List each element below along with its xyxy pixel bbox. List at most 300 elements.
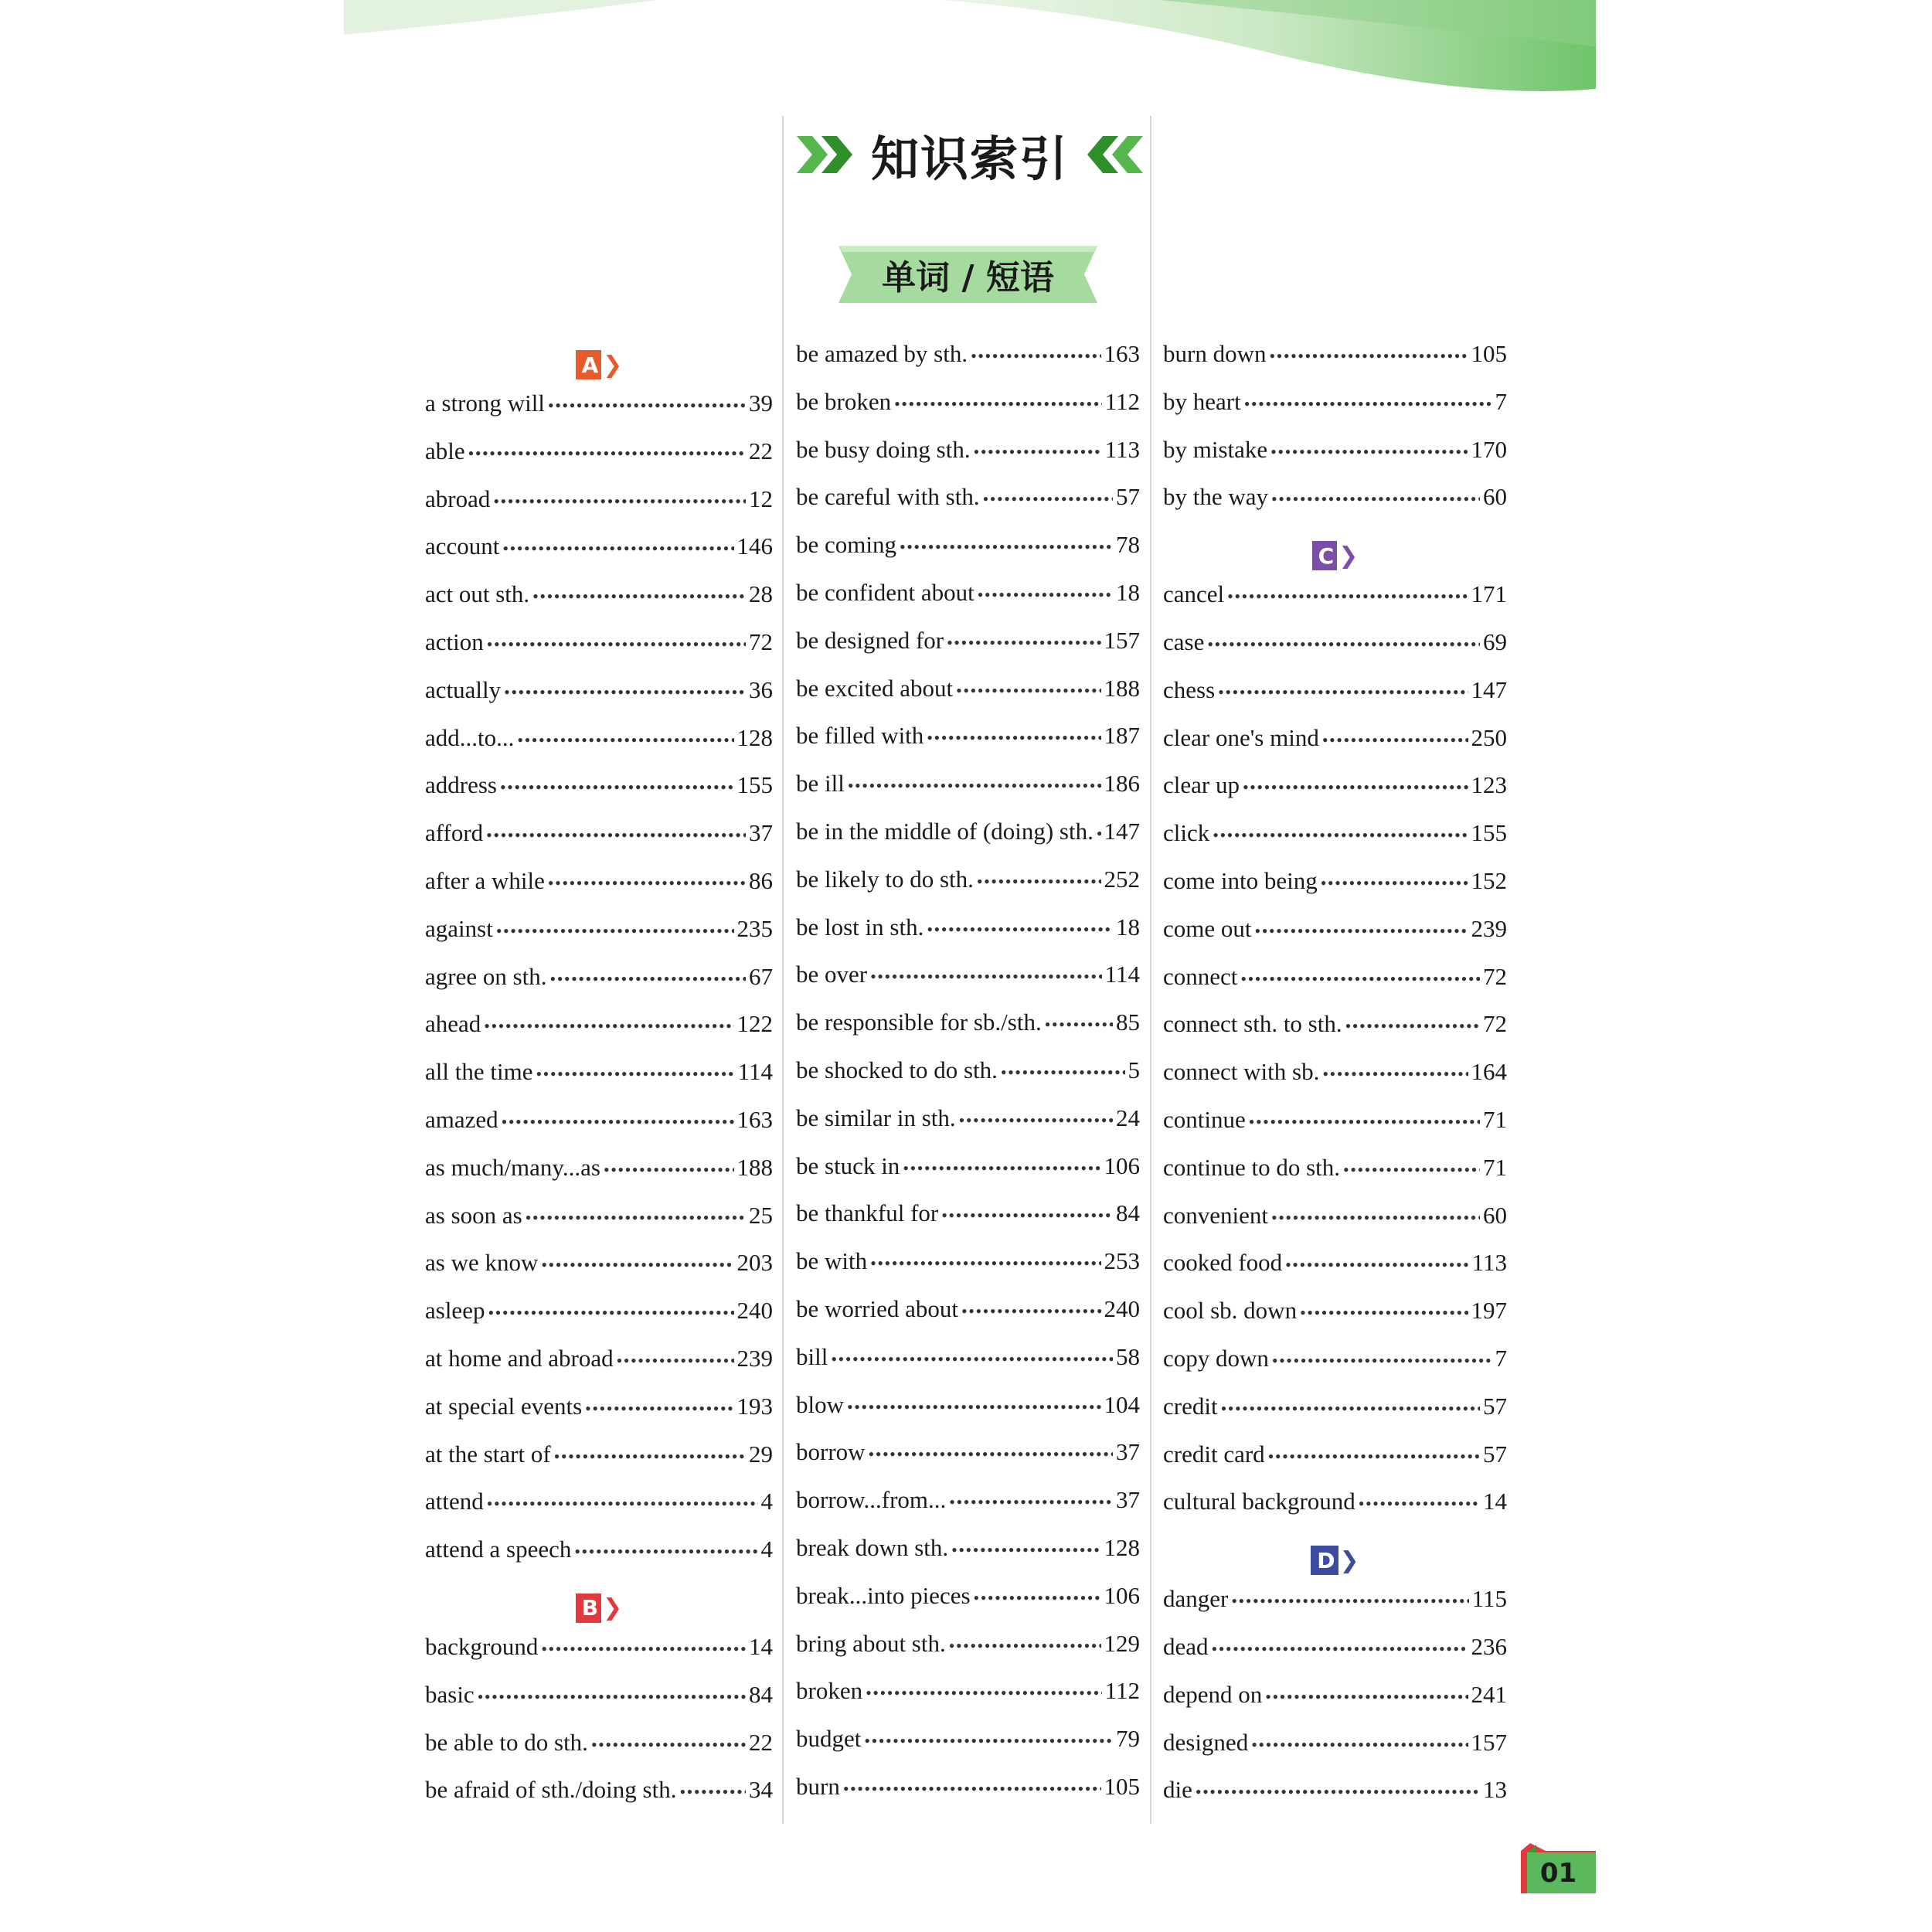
entry-term: add...to... xyxy=(425,723,515,751)
dot-leader xyxy=(585,1399,733,1419)
entry-page: 129 xyxy=(1104,1629,1140,1657)
dot-leader xyxy=(1196,1782,1480,1802)
dot-leader xyxy=(1240,969,1480,989)
entry-term: attend a speech xyxy=(425,1536,572,1563)
index-entry xyxy=(796,1630,1140,1678)
entry-term: cancel xyxy=(1163,580,1225,608)
entry-page: 24 xyxy=(1116,1104,1140,1131)
entry-term: be stuck in xyxy=(796,1151,900,1179)
entry-page: 164 xyxy=(1471,1058,1507,1086)
index-entry xyxy=(796,1486,1140,1534)
index-entry xyxy=(425,1058,773,1106)
entry-term: at the start of xyxy=(425,1440,551,1468)
dot-leader xyxy=(831,1349,1113,1369)
dot-leader xyxy=(1231,1591,1468,1611)
dot-leader xyxy=(500,777,734,798)
dot-leader xyxy=(900,537,1113,557)
index-entry xyxy=(1163,1249,1507,1297)
dot-leader xyxy=(977,872,1101,892)
entry-page: 171 xyxy=(1471,580,1507,608)
section-header xyxy=(425,340,773,389)
entry-term: break down sth. xyxy=(796,1533,949,1561)
entry-page: 69 xyxy=(1483,628,1507,655)
dot-leader xyxy=(1322,1064,1468,1084)
dot-leader xyxy=(866,1683,1102,1703)
index-entry xyxy=(425,963,773,1011)
index-entry xyxy=(796,1104,1140,1152)
entry-term: case xyxy=(1163,628,1205,655)
entry-page: 34 xyxy=(749,1776,773,1804)
entry-page: 253 xyxy=(1104,1247,1140,1275)
entry-page: 36 xyxy=(749,675,773,703)
entry-page: 12 xyxy=(749,485,773,512)
dot-leader xyxy=(504,682,746,702)
index-entry xyxy=(796,1773,1140,1821)
subtitle-text: 单词 / 短语 xyxy=(882,258,1054,298)
page-number: 01 xyxy=(1539,1857,1577,1889)
index-entry xyxy=(1163,1633,1507,1681)
index-entry xyxy=(425,724,773,772)
entry-term: budget xyxy=(796,1725,862,1753)
dot-leader xyxy=(1343,1160,1480,1180)
entry-term: agree on sth. xyxy=(425,962,547,990)
dot-leader xyxy=(1097,824,1101,844)
entry-term: by the way xyxy=(1163,483,1269,511)
entry-page: 105 xyxy=(1471,340,1507,367)
index-entry xyxy=(1163,1681,1507,1729)
dot-leader xyxy=(1285,1255,1469,1275)
entry-term: actually xyxy=(425,675,502,703)
entry-term: be worried about xyxy=(796,1294,959,1322)
entry-term: dead xyxy=(1163,1632,1209,1660)
entry-page: 79 xyxy=(1116,1725,1140,1753)
entry-term: clear one's mind xyxy=(1163,723,1319,751)
entry-term: be able to do sth. xyxy=(425,1728,588,1756)
entry-page: 39 xyxy=(749,389,773,417)
dot-leader xyxy=(947,633,1100,653)
dot-leader xyxy=(903,1158,1100,1179)
dot-leader xyxy=(971,346,1100,366)
dot-leader xyxy=(1272,1351,1492,1371)
dot-leader xyxy=(526,1208,746,1228)
dot-leader xyxy=(493,492,746,512)
entry-term: all the time xyxy=(425,1058,533,1086)
dot-leader xyxy=(541,1639,746,1659)
entry-term: be likely to do sth. xyxy=(796,865,974,893)
entry-page: 67 xyxy=(749,962,773,990)
dot-leader xyxy=(1271,1208,1480,1228)
index-entry xyxy=(1163,819,1507,867)
entry-page: 37 xyxy=(1116,1438,1140,1466)
dot-leader xyxy=(1270,442,1468,462)
entry-page: 86 xyxy=(749,866,773,894)
entry-page: 188 xyxy=(736,1153,773,1181)
index-entry xyxy=(1163,1776,1507,1824)
entry-term: basic xyxy=(425,1680,474,1708)
entry-page: 13 xyxy=(1483,1776,1507,1804)
index-entry xyxy=(425,532,773,580)
entry-page: 60 xyxy=(1483,1201,1507,1229)
index-entry xyxy=(1163,1154,1507,1202)
dot-leader xyxy=(1321,873,1468,893)
entry-page: 58 xyxy=(1116,1342,1140,1370)
entry-page: 106 xyxy=(1104,1151,1140,1179)
index-entry xyxy=(796,1199,1140,1247)
dot-leader xyxy=(847,1397,1101,1417)
entry-term: be careful with sth. xyxy=(796,483,980,511)
entry-term: credit card xyxy=(1163,1440,1265,1468)
entry-term: cooked food xyxy=(1163,1249,1283,1277)
index-entry xyxy=(1163,724,1507,772)
entry-page: 157 xyxy=(1104,626,1140,654)
dot-leader xyxy=(1271,489,1480,509)
entry-term: come out xyxy=(1163,914,1252,942)
index-entry xyxy=(425,867,773,915)
entry-term: by mistake xyxy=(1163,435,1268,463)
dot-leader xyxy=(951,1540,1100,1560)
entry-term: be responsible for sb./sth. xyxy=(796,1009,1042,1036)
entry-term: cultural background xyxy=(1163,1488,1355,1515)
entry-term: connect with sb. xyxy=(1163,1058,1320,1086)
dot-leader xyxy=(1218,682,1468,702)
entry-page: 37 xyxy=(1116,1486,1140,1514)
entry-term: as much/many...as xyxy=(425,1153,600,1181)
index-entry xyxy=(796,1295,1140,1343)
entry-term: after a while xyxy=(425,866,545,894)
entry-term: a strong will xyxy=(425,389,545,417)
entry-page: 7 xyxy=(1495,1344,1507,1372)
index-entry xyxy=(1163,1393,1507,1440)
entry-term: clear up xyxy=(1163,771,1240,799)
entry-term: amazed xyxy=(425,1105,498,1133)
entry-term: be with xyxy=(796,1247,868,1275)
entry-page: 5 xyxy=(1128,1056,1140,1083)
chevron-right-icon xyxy=(795,131,855,178)
entry-page: 85 xyxy=(1116,1009,1140,1036)
entry-page: 114 xyxy=(1104,961,1140,988)
dot-leader xyxy=(870,967,1102,987)
entry-page: 239 xyxy=(736,1344,773,1372)
index-entry xyxy=(1163,1297,1507,1345)
entry-term: at home and abroad xyxy=(425,1344,614,1372)
dot-leader xyxy=(1265,1687,1468,1707)
chevron-right-icon: ❯ xyxy=(1339,1546,1359,1574)
entry-page: 72 xyxy=(1483,962,1507,990)
dot-leader xyxy=(486,825,746,845)
entry-page: 188 xyxy=(1104,674,1140,702)
entry-page: 163 xyxy=(736,1105,773,1133)
entry-page: 14 xyxy=(749,1632,773,1660)
dot-leader xyxy=(536,1064,734,1084)
index-entry xyxy=(796,961,1140,1009)
entry-page: 128 xyxy=(736,723,773,751)
dot-leader xyxy=(550,969,746,989)
entry-term: able xyxy=(425,437,465,464)
dot-leader xyxy=(1300,1303,1468,1323)
dot-leader xyxy=(1221,1399,1480,1419)
chevron-right-icon: ❯ xyxy=(603,1594,623,1622)
entry-page: 84 xyxy=(749,1680,773,1708)
chevron-right-icon: ❯ xyxy=(1338,542,1359,570)
dot-leader xyxy=(1269,346,1468,366)
dot-leader xyxy=(1249,1112,1480,1132)
index-entry xyxy=(425,628,773,676)
entry-term: convenient xyxy=(1163,1201,1269,1229)
entry-page: 112 xyxy=(1104,1677,1140,1705)
entry-page: 4 xyxy=(760,1536,773,1563)
dot-leader xyxy=(1213,825,1468,845)
index-entry xyxy=(796,1056,1140,1104)
index-entry xyxy=(796,531,1140,579)
index-entry xyxy=(1163,340,1507,388)
index-entry xyxy=(796,1247,1140,1295)
dot-leader xyxy=(487,634,746,655)
index-entry xyxy=(1163,1729,1507,1777)
chevron-left-icon xyxy=(1084,131,1145,178)
index-entry xyxy=(796,1582,1140,1630)
entry-term: bring about sth. xyxy=(796,1629,946,1657)
entry-term: chess xyxy=(1163,675,1216,703)
index-entry xyxy=(425,1536,773,1583)
entry-page: 122 xyxy=(736,1010,773,1038)
dot-leader xyxy=(532,587,746,607)
entry-page: 78 xyxy=(1116,531,1140,559)
entry-page: 241 xyxy=(1471,1680,1507,1708)
entry-page: 250 xyxy=(1471,723,1507,751)
dot-leader xyxy=(1359,1494,1480,1514)
dot-leader xyxy=(1045,1015,1113,1035)
entry-term: be designed for xyxy=(796,626,944,654)
index-entry xyxy=(1163,483,1507,531)
index-entry xyxy=(796,388,1140,436)
entry-term: be lost in sth. xyxy=(796,913,924,940)
index-entry xyxy=(1163,867,1507,915)
column-divider-left xyxy=(782,116,784,1824)
entry-page: 239 xyxy=(1471,914,1507,942)
dot-leader xyxy=(1345,1016,1480,1036)
entry-term: borrow xyxy=(796,1438,866,1466)
page-number-tab xyxy=(1521,1843,1596,1893)
dot-leader xyxy=(1255,921,1468,941)
index-entry xyxy=(796,436,1140,484)
section-letter: D xyxy=(1317,1547,1335,1573)
entry-term: ahead xyxy=(425,1010,481,1038)
index-entry xyxy=(425,771,773,819)
entry-term: danger xyxy=(1163,1585,1229,1613)
entry-page: 4 xyxy=(760,1488,773,1515)
dot-leader xyxy=(487,1494,758,1514)
dot-leader xyxy=(617,1351,734,1371)
header-decoration xyxy=(0,0,1932,108)
section-header xyxy=(425,1583,773,1633)
dot-leader xyxy=(1322,730,1468,750)
entry-term: at special events xyxy=(425,1392,583,1420)
dot-leader xyxy=(541,1255,733,1275)
dot-leader xyxy=(591,1735,746,1755)
dot-leader xyxy=(604,1160,734,1180)
index-entry xyxy=(1163,628,1507,676)
entry-page: 113 xyxy=(1471,1249,1507,1277)
entry-page: 157 xyxy=(1471,1728,1507,1756)
entry-term: action xyxy=(425,628,484,655)
entry-page: 72 xyxy=(1483,1010,1507,1038)
entry-page: 72 xyxy=(749,628,773,655)
dot-leader xyxy=(1244,394,1492,414)
index-entry xyxy=(425,915,773,963)
index-entry xyxy=(425,1202,773,1250)
index-entry xyxy=(1163,915,1507,963)
entry-term: continue to do sth. xyxy=(1163,1153,1341,1181)
index-entry xyxy=(796,1438,1140,1486)
entry-page: 57 xyxy=(1483,1392,1507,1420)
dot-leader xyxy=(478,1687,746,1707)
entry-page: 60 xyxy=(1483,483,1507,511)
dot-leader xyxy=(864,1731,1113,1751)
index-entry xyxy=(425,1729,773,1777)
entry-term: continue xyxy=(1163,1105,1246,1133)
entry-page: 146 xyxy=(736,532,773,560)
entry-page: 105 xyxy=(1104,1772,1140,1800)
dot-leader xyxy=(517,730,733,750)
dot-leader xyxy=(502,1112,734,1132)
index-entry xyxy=(796,818,1140,866)
index-entry xyxy=(796,1391,1140,1439)
column-divider-right xyxy=(1150,116,1151,1824)
dot-leader xyxy=(956,681,1100,701)
index-entry xyxy=(425,1681,773,1729)
dot-leader xyxy=(1227,587,1468,607)
entry-page: 14 xyxy=(1483,1488,1507,1515)
index-entry xyxy=(796,1009,1140,1056)
entry-page: 193 xyxy=(736,1392,773,1420)
entry-page: 28 xyxy=(749,580,773,608)
entry-term: break...into pieces xyxy=(796,1581,971,1609)
entry-term: background xyxy=(425,1632,539,1660)
index-entry xyxy=(425,1488,773,1536)
entry-page: 7 xyxy=(1495,387,1507,415)
index-entry xyxy=(425,1633,773,1681)
index-entry xyxy=(425,1440,773,1488)
index-entry xyxy=(796,1343,1140,1391)
entry-page: 22 xyxy=(749,437,773,464)
entry-term: be confident about xyxy=(796,578,975,606)
index-entry xyxy=(425,676,773,724)
dot-leader xyxy=(1251,1735,1468,1755)
entry-page: 25 xyxy=(749,1201,773,1229)
entry-term: be thankful for xyxy=(796,1199,939,1227)
entry-term: against xyxy=(425,914,493,942)
dot-leader xyxy=(974,442,1102,462)
page-title xyxy=(784,116,1155,193)
index-entry xyxy=(425,437,773,485)
entry-term: come into being xyxy=(1163,866,1318,894)
index-entry xyxy=(425,819,773,867)
entry-term: be over xyxy=(796,961,868,988)
dot-leader xyxy=(870,1253,1100,1274)
dot-leader xyxy=(961,1301,1100,1321)
entry-page: 203 xyxy=(736,1249,773,1277)
entry-page: 57 xyxy=(1116,483,1140,511)
entry-term: attend xyxy=(425,1488,484,1515)
dot-leader xyxy=(927,920,1113,940)
dot-leader xyxy=(983,489,1113,509)
entry-term: be broken xyxy=(796,387,892,415)
index-entry xyxy=(1163,580,1507,628)
entry-page: 236 xyxy=(1471,1632,1507,1660)
entry-term: be filled with xyxy=(796,722,924,750)
index-entry xyxy=(796,1152,1140,1200)
entry-page: 155 xyxy=(736,771,773,799)
entry-page: 163 xyxy=(1104,340,1140,367)
section-letter: B xyxy=(581,1595,599,1621)
index-entry xyxy=(796,675,1140,723)
index-entry xyxy=(425,1297,773,1345)
entry-page: 155 xyxy=(1471,819,1507,847)
entry-page: 235 xyxy=(736,914,773,942)
dot-leader xyxy=(974,1588,1101,1608)
entry-page: 152 xyxy=(1471,866,1507,894)
letter-badge xyxy=(576,1594,601,1623)
title-text: 知识索引 xyxy=(870,130,1069,187)
dot-leader xyxy=(1243,777,1468,798)
section-letter: A xyxy=(581,352,599,378)
subtitle-banner xyxy=(838,241,1097,308)
index-entry xyxy=(1163,1058,1507,1106)
entry-term: broken xyxy=(796,1677,863,1705)
section-header xyxy=(1163,1536,1507,1585)
dot-leader xyxy=(679,1782,746,1802)
entry-term: abroad xyxy=(425,485,491,512)
entry-term: be afraid of sth./doing sth. xyxy=(425,1776,677,1804)
dot-leader xyxy=(468,444,746,464)
entry-page: 186 xyxy=(1104,770,1140,798)
entry-page: 37 xyxy=(749,819,773,847)
dot-leader xyxy=(1212,1639,1468,1659)
letter-badge xyxy=(1312,541,1338,570)
dot-leader xyxy=(1268,1447,1480,1467)
entry-term: cool sb. down xyxy=(1163,1297,1298,1325)
dot-leader xyxy=(949,1636,1101,1656)
entry-term: account xyxy=(425,532,500,560)
dot-leader xyxy=(548,396,746,416)
index-entry xyxy=(1163,1585,1507,1633)
dot-leader xyxy=(488,1303,733,1323)
entry-page: 197 xyxy=(1471,1297,1507,1325)
entry-term: as we know xyxy=(425,1249,539,1277)
dot-leader xyxy=(1001,1063,1125,1083)
dot-leader xyxy=(484,1016,733,1036)
entry-page: 113 xyxy=(1104,435,1140,463)
entry-term: click xyxy=(1163,819,1210,847)
dot-leader xyxy=(959,1111,1113,1131)
entry-term: burn down xyxy=(1163,340,1267,367)
entry-page: 29 xyxy=(749,1440,773,1468)
dot-leader xyxy=(927,728,1100,748)
entry-page: 115 xyxy=(1471,1585,1507,1613)
entry-term: address xyxy=(425,771,497,799)
index-column-1 xyxy=(425,340,773,1824)
index-entry xyxy=(425,1010,773,1058)
entry-term: afford xyxy=(425,819,484,847)
index-entry xyxy=(1163,1488,1507,1536)
entry-term: be amazed by sth. xyxy=(796,340,968,367)
entry-page: 22 xyxy=(749,1728,773,1756)
index-entry xyxy=(1163,1440,1507,1488)
chevron-right-icon: ❯ xyxy=(603,351,623,379)
dot-leader xyxy=(978,585,1113,605)
index-entry xyxy=(425,1106,773,1154)
entry-term: act out sth. xyxy=(425,580,530,608)
